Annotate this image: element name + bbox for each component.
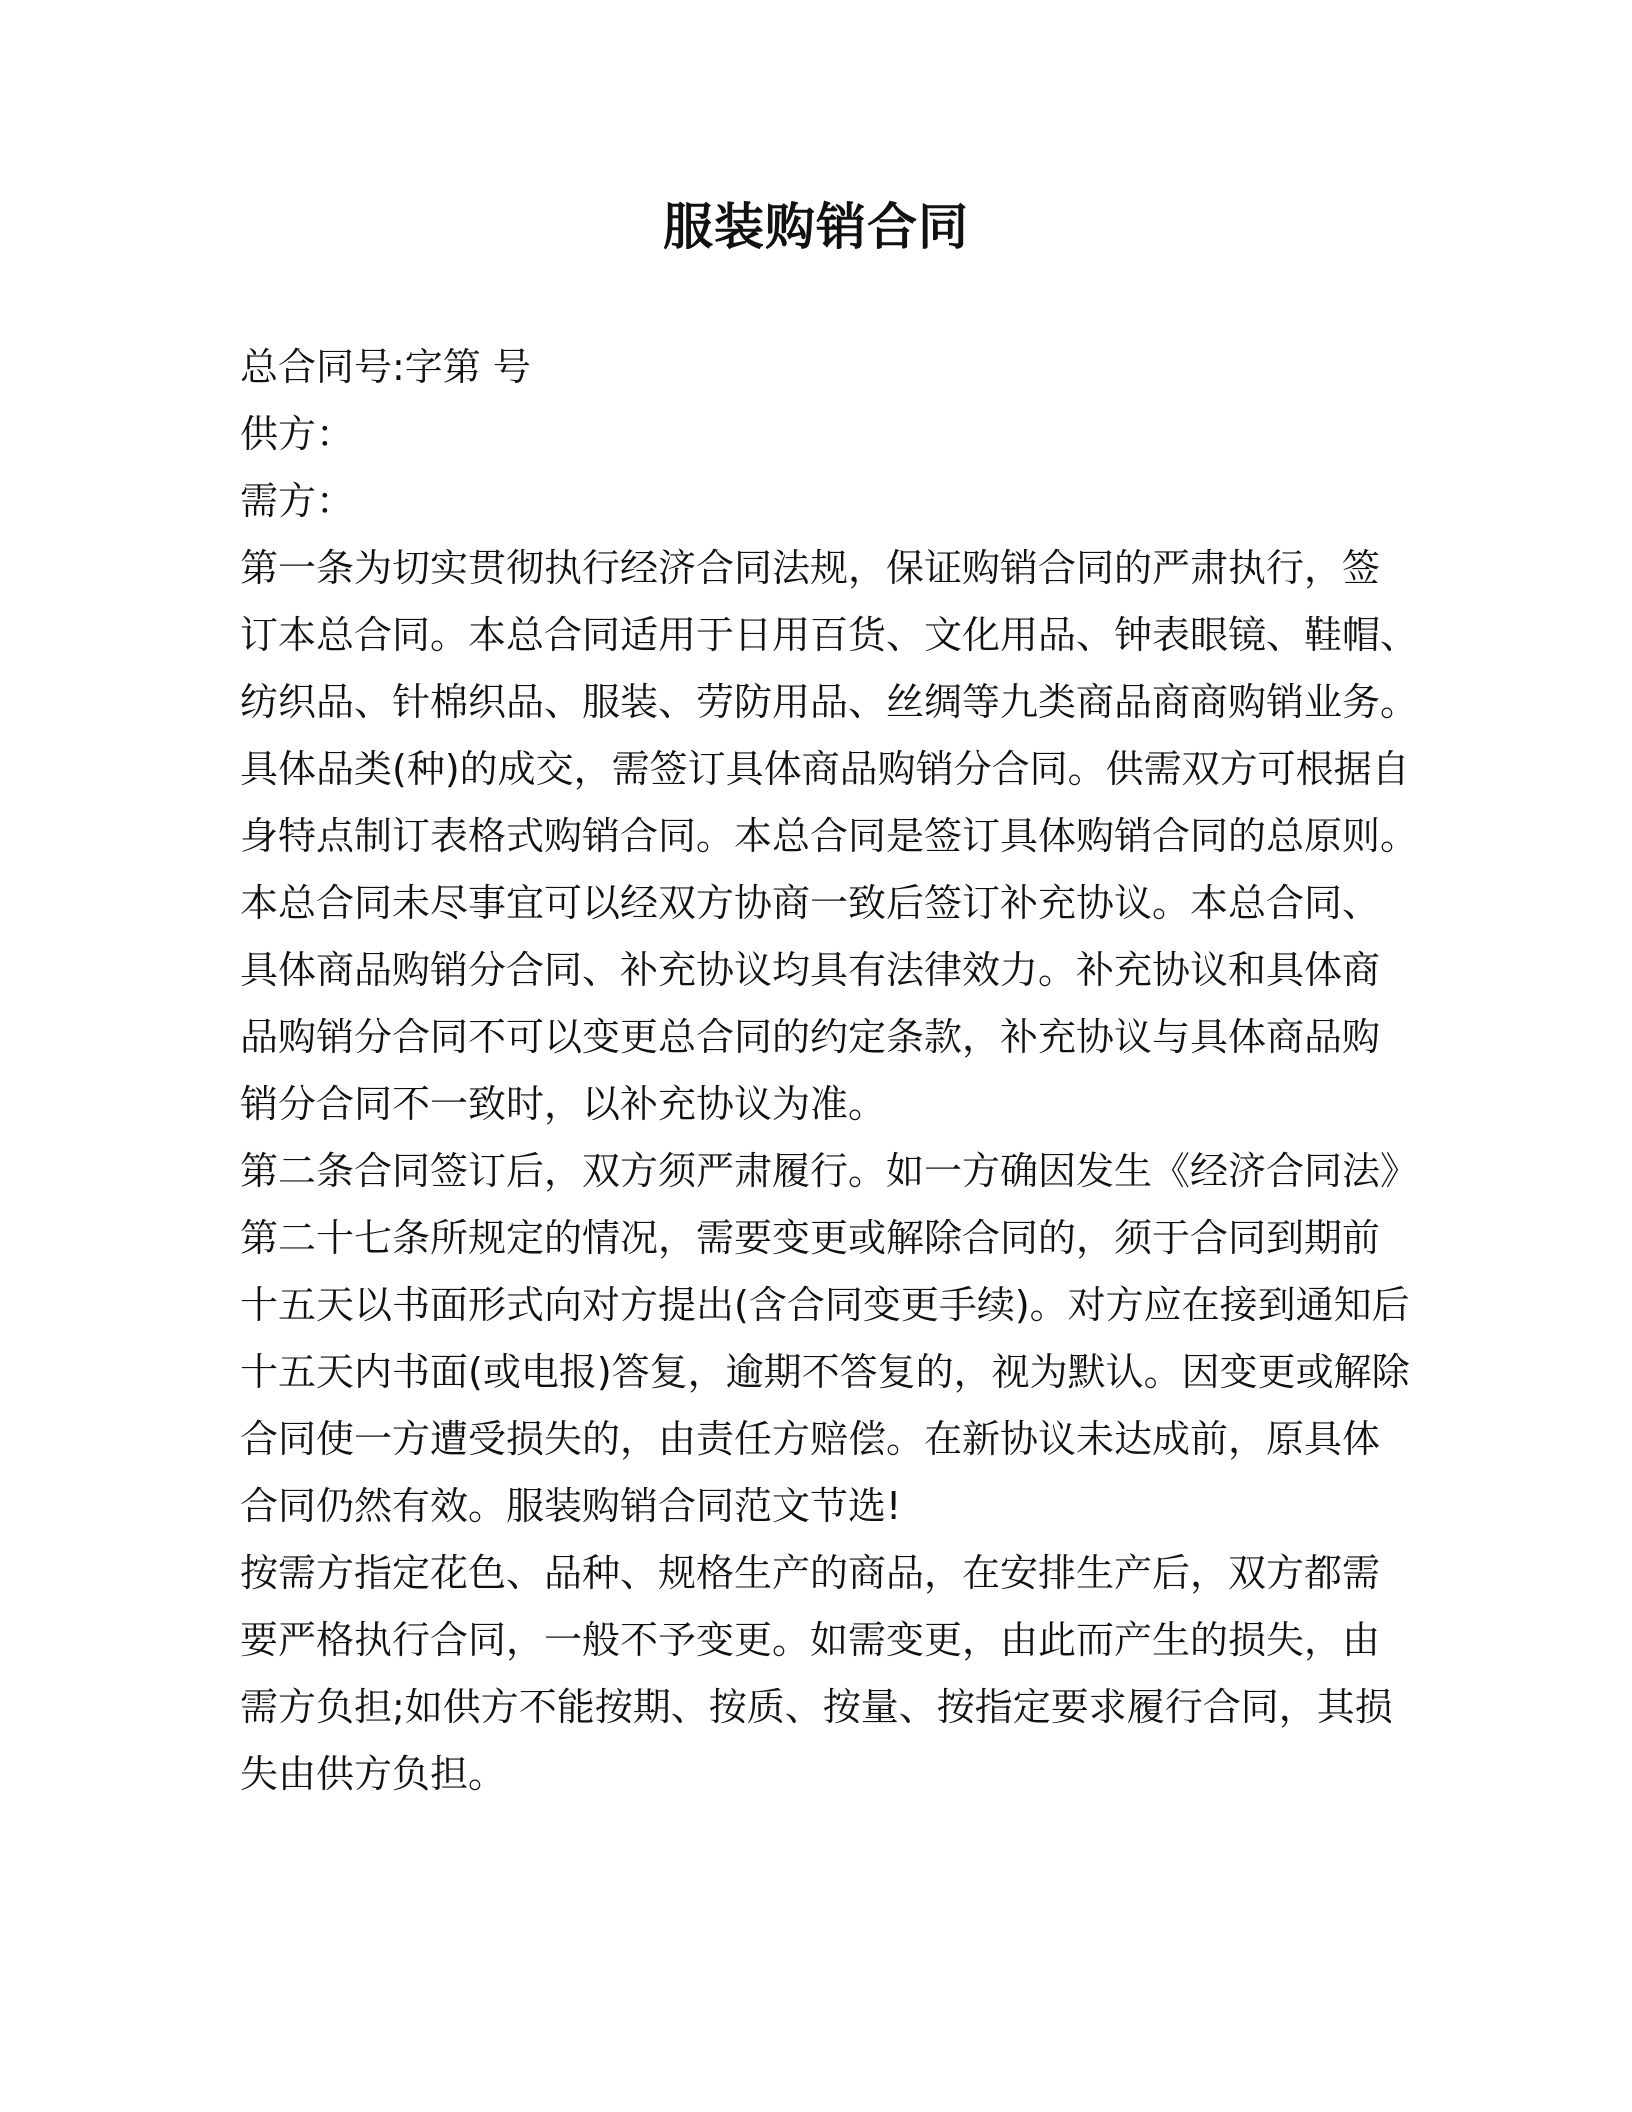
body-text-line: 按需方指定花色、品种、规格生产的商品，在安排生产后，双方都需 bbox=[240, 1551, 1381, 1595]
body-text-line: 要严格执行合同，一般不予变更。如需变更，由此而产生的损失，由 bbox=[240, 1618, 1381, 1662]
body-text-line: 订本总合同。本总合同适用于日用百货、文化用品、钟表眼镜、鞋帽、 bbox=[240, 613, 1419, 657]
body-text-line: 十五天以书面形式向对方提出(含合同变更手续)。对方应在接到通知后 bbox=[240, 1283, 1410, 1327]
body-text-line: 十五天内书面(或电报)答复，逾期不答复的，视为默认。因变更或解除 bbox=[240, 1350, 1410, 1394]
body-text-line: 合同仍然有效。服装购销合同范文节选! bbox=[240, 1484, 902, 1528]
body-text-line: 第二条合同签订后，双方须严肃履行。如一方确因发生《经济合同法》 bbox=[240, 1149, 1419, 1193]
buyer-line: 需方： bbox=[240, 479, 355, 523]
body-text-line: 需方负担;如供方不能按期、按质、按量、按指定要求履行合同，其损 bbox=[240, 1685, 1393, 1729]
body-text-line: 品购销分合同不可以变更总合同的约定条款，补充协议与具体商品购 bbox=[240, 1015, 1381, 1059]
body-text-line: 失由供方负担。 bbox=[240, 1752, 507, 1796]
body-text-line: 具体品类(种)的成交，需签订具体商品购销分合同。供需双方可根据自 bbox=[240, 747, 1410, 791]
body-text-line: 纺织品、针棉织品、服装、劳防用品、丝绸等九类商品商商购销业务。 bbox=[240, 680, 1419, 724]
body-text-line: 合同使一方遭受损失的，由责任方赔偿。在新协议未达成前，原具体 bbox=[240, 1417, 1381, 1461]
body-text-line: 本总合同未尽事宜可以经双方协商一致后签订补充协议。本总合同、 bbox=[240, 881, 1381, 925]
body-text-line: 销分合同不一致时，以补充协议为准。 bbox=[240, 1082, 887, 1126]
document-title: 服装购销合同 bbox=[663, 198, 969, 256]
body-text-line: 第一条为切实贯彻执行经济合同法规，保证购销合同的严肃执行，签 bbox=[240, 546, 1381, 590]
body-text-line: 具体商品购销分合同、补充协议均具有法律效力。补充协议和具体商 bbox=[240, 948, 1381, 992]
supplier-line: 供方： bbox=[240, 412, 355, 456]
contract-number-line: 总合同号:字第 号 bbox=[240, 345, 531, 389]
document-body bbox=[240, 334, 1419, 1808]
body-text-line: 第二十七条所规定的情况，需要变更或解除合同的，须于合同到期前 bbox=[240, 1216, 1381, 1260]
body-text-line: 身特点制订表格式购销合同。本总合同是签订具体购销合同的总原则。 bbox=[240, 814, 1419, 858]
